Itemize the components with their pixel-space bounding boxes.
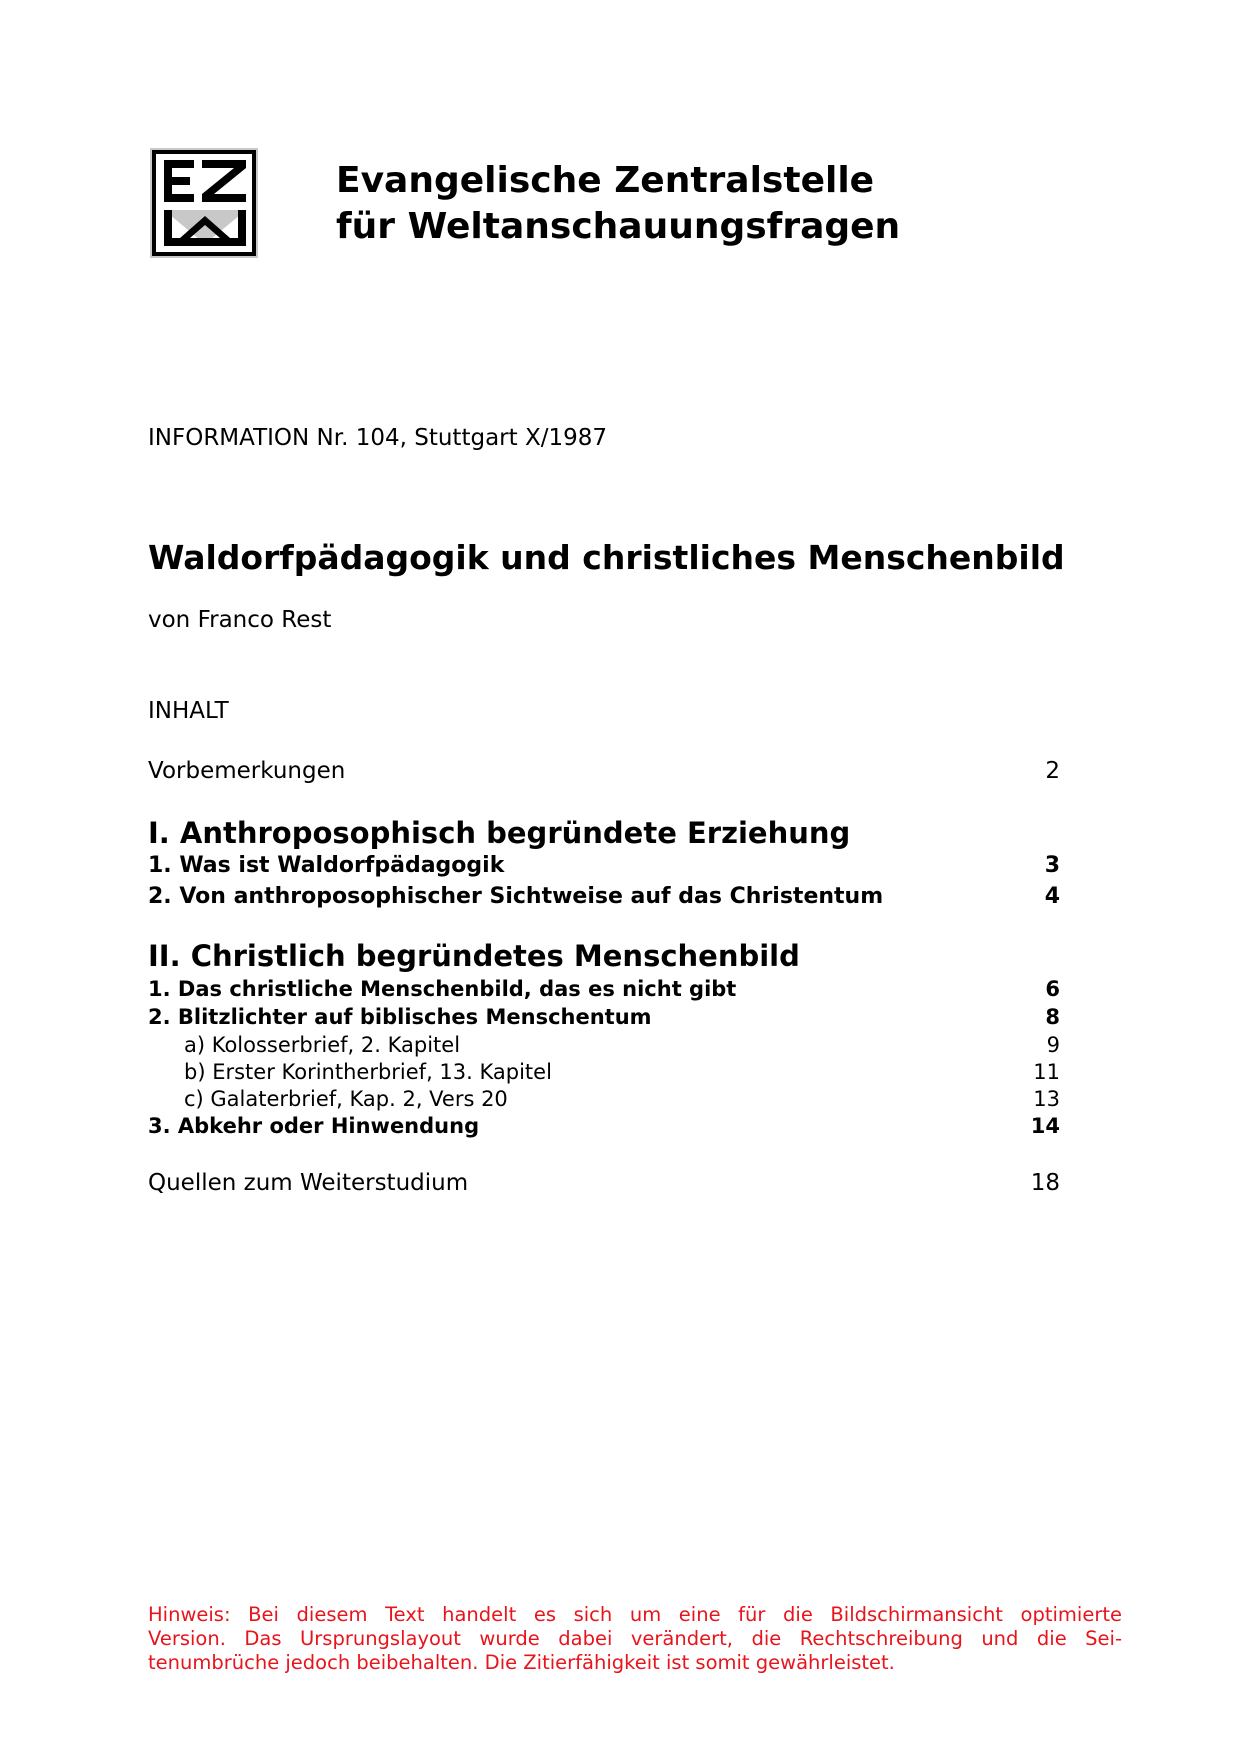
toc-entry-label: c) Galaterbrief, Kap. 2, Vers 20 — [184, 1087, 508, 1111]
toc-entry-page: 9 — [1046, 1033, 1060, 1057]
document-title: Waldorfpädagogik und christliches Menschenbild — [148, 538, 1065, 577]
toc-entry-label: b) Erster Korintherbrief, 13. Kapitel — [184, 1060, 552, 1084]
organization-name — [336, 158, 900, 250]
toc-entry-label: 1. Was ist Waldorfpädagogik — [148, 853, 505, 878]
notice-line-3: tenumbrüche jedoch beibehalten. Die Zitierfähigkeit ist somit gewährleistet. — [148, 1651, 895, 1674]
toc-entry-page: 2 — [1045, 758, 1060, 784]
toc-entry-page: 8 — [1045, 1005, 1060, 1029]
info-line: INFORMATION Nr. 104, Stuttgart X/1987 — [148, 425, 607, 451]
notice-line-1: Hinweis: Bei diesem Text handelt es sich um eine für die Bildschirmansicht optimierte — [148, 1603, 1122, 1626]
toc-entry-quellen[interactable] — [148, 1170, 1060, 1196]
toc-entry-label: 2. Blitzlichter auf biblisches Menschentum — [148, 1005, 652, 1029]
toc-entry-label: 3. Abkehr oder Hinwendung — [148, 1114, 480, 1138]
toc-entry-page: 11 — [1033, 1060, 1060, 1084]
org-line-1: Evangelische Zentralstelle — [336, 160, 875, 201]
toc-heading: INHALT — [148, 698, 229, 724]
toc-entry-page: 18 — [1030, 1170, 1060, 1196]
toc-entry-page: 14 — [1030, 1114, 1060, 1138]
toc-section-2[interactable] — [148, 939, 1060, 973]
toc-section-label: I. Anthroposophisch begründete Erziehung — [148, 816, 851, 850]
toc-entry-page: 3 — [1044, 853, 1060, 878]
toc-entry-page: 6 — [1045, 977, 1060, 1001]
toc-entry-2-2[interactable] — [148, 1005, 1060, 1029]
org-line-2: für Weltanschauungsfragen — [336, 206, 901, 247]
toc-entry-label: 2. Von anthroposophischer Sichtweise auf das Christentum — [148, 884, 884, 909]
toc-entry-page: 13 — [1033, 1087, 1060, 1111]
toc-section-label: II. Christlich begründetes Menschenbild — [148, 939, 800, 973]
toc-entry-label: Vorbemerkungen — [148, 758, 346, 784]
toc-entry-2-3[interactable] — [148, 1114, 1060, 1138]
notice-line-2: Version. Das Ursprungslayout wurde dabei verändert, die Rechtschreibung und die Sei- — [148, 1627, 1122, 1650]
author-line: von Franco Rest — [148, 607, 332, 633]
toc-entry-2-1[interactable] — [148, 977, 1060, 1001]
toc-entry-2-2b[interactable] — [148, 1060, 1060, 1084]
toc-entry-label: a) Kolosserbrief, 2. Kapitel — [184, 1033, 461, 1057]
toc-entry-label: 1. Das christliche Menschenbild, das es nicht gibt — [148, 977, 737, 1001]
toc-entry-1-2[interactable] — [148, 884, 1060, 909]
ezw-logo — [150, 148, 258, 258]
toc-entry-2-2c[interactable] — [148, 1087, 1060, 1111]
toc-entry-label: Quellen zum Weiterstudium — [148, 1170, 469, 1196]
toc-entry-2-2a[interactable] — [148, 1033, 1060, 1057]
toc-entry-1-1[interactable] — [148, 853, 1060, 878]
toc-entry-page: 4 — [1044, 884, 1060, 909]
toc-entry-vorbemerkungen[interactable] — [148, 758, 1060, 784]
toc-section-1[interactable] — [148, 816, 1060, 850]
screen-version-notice — [148, 1603, 1122, 1675]
